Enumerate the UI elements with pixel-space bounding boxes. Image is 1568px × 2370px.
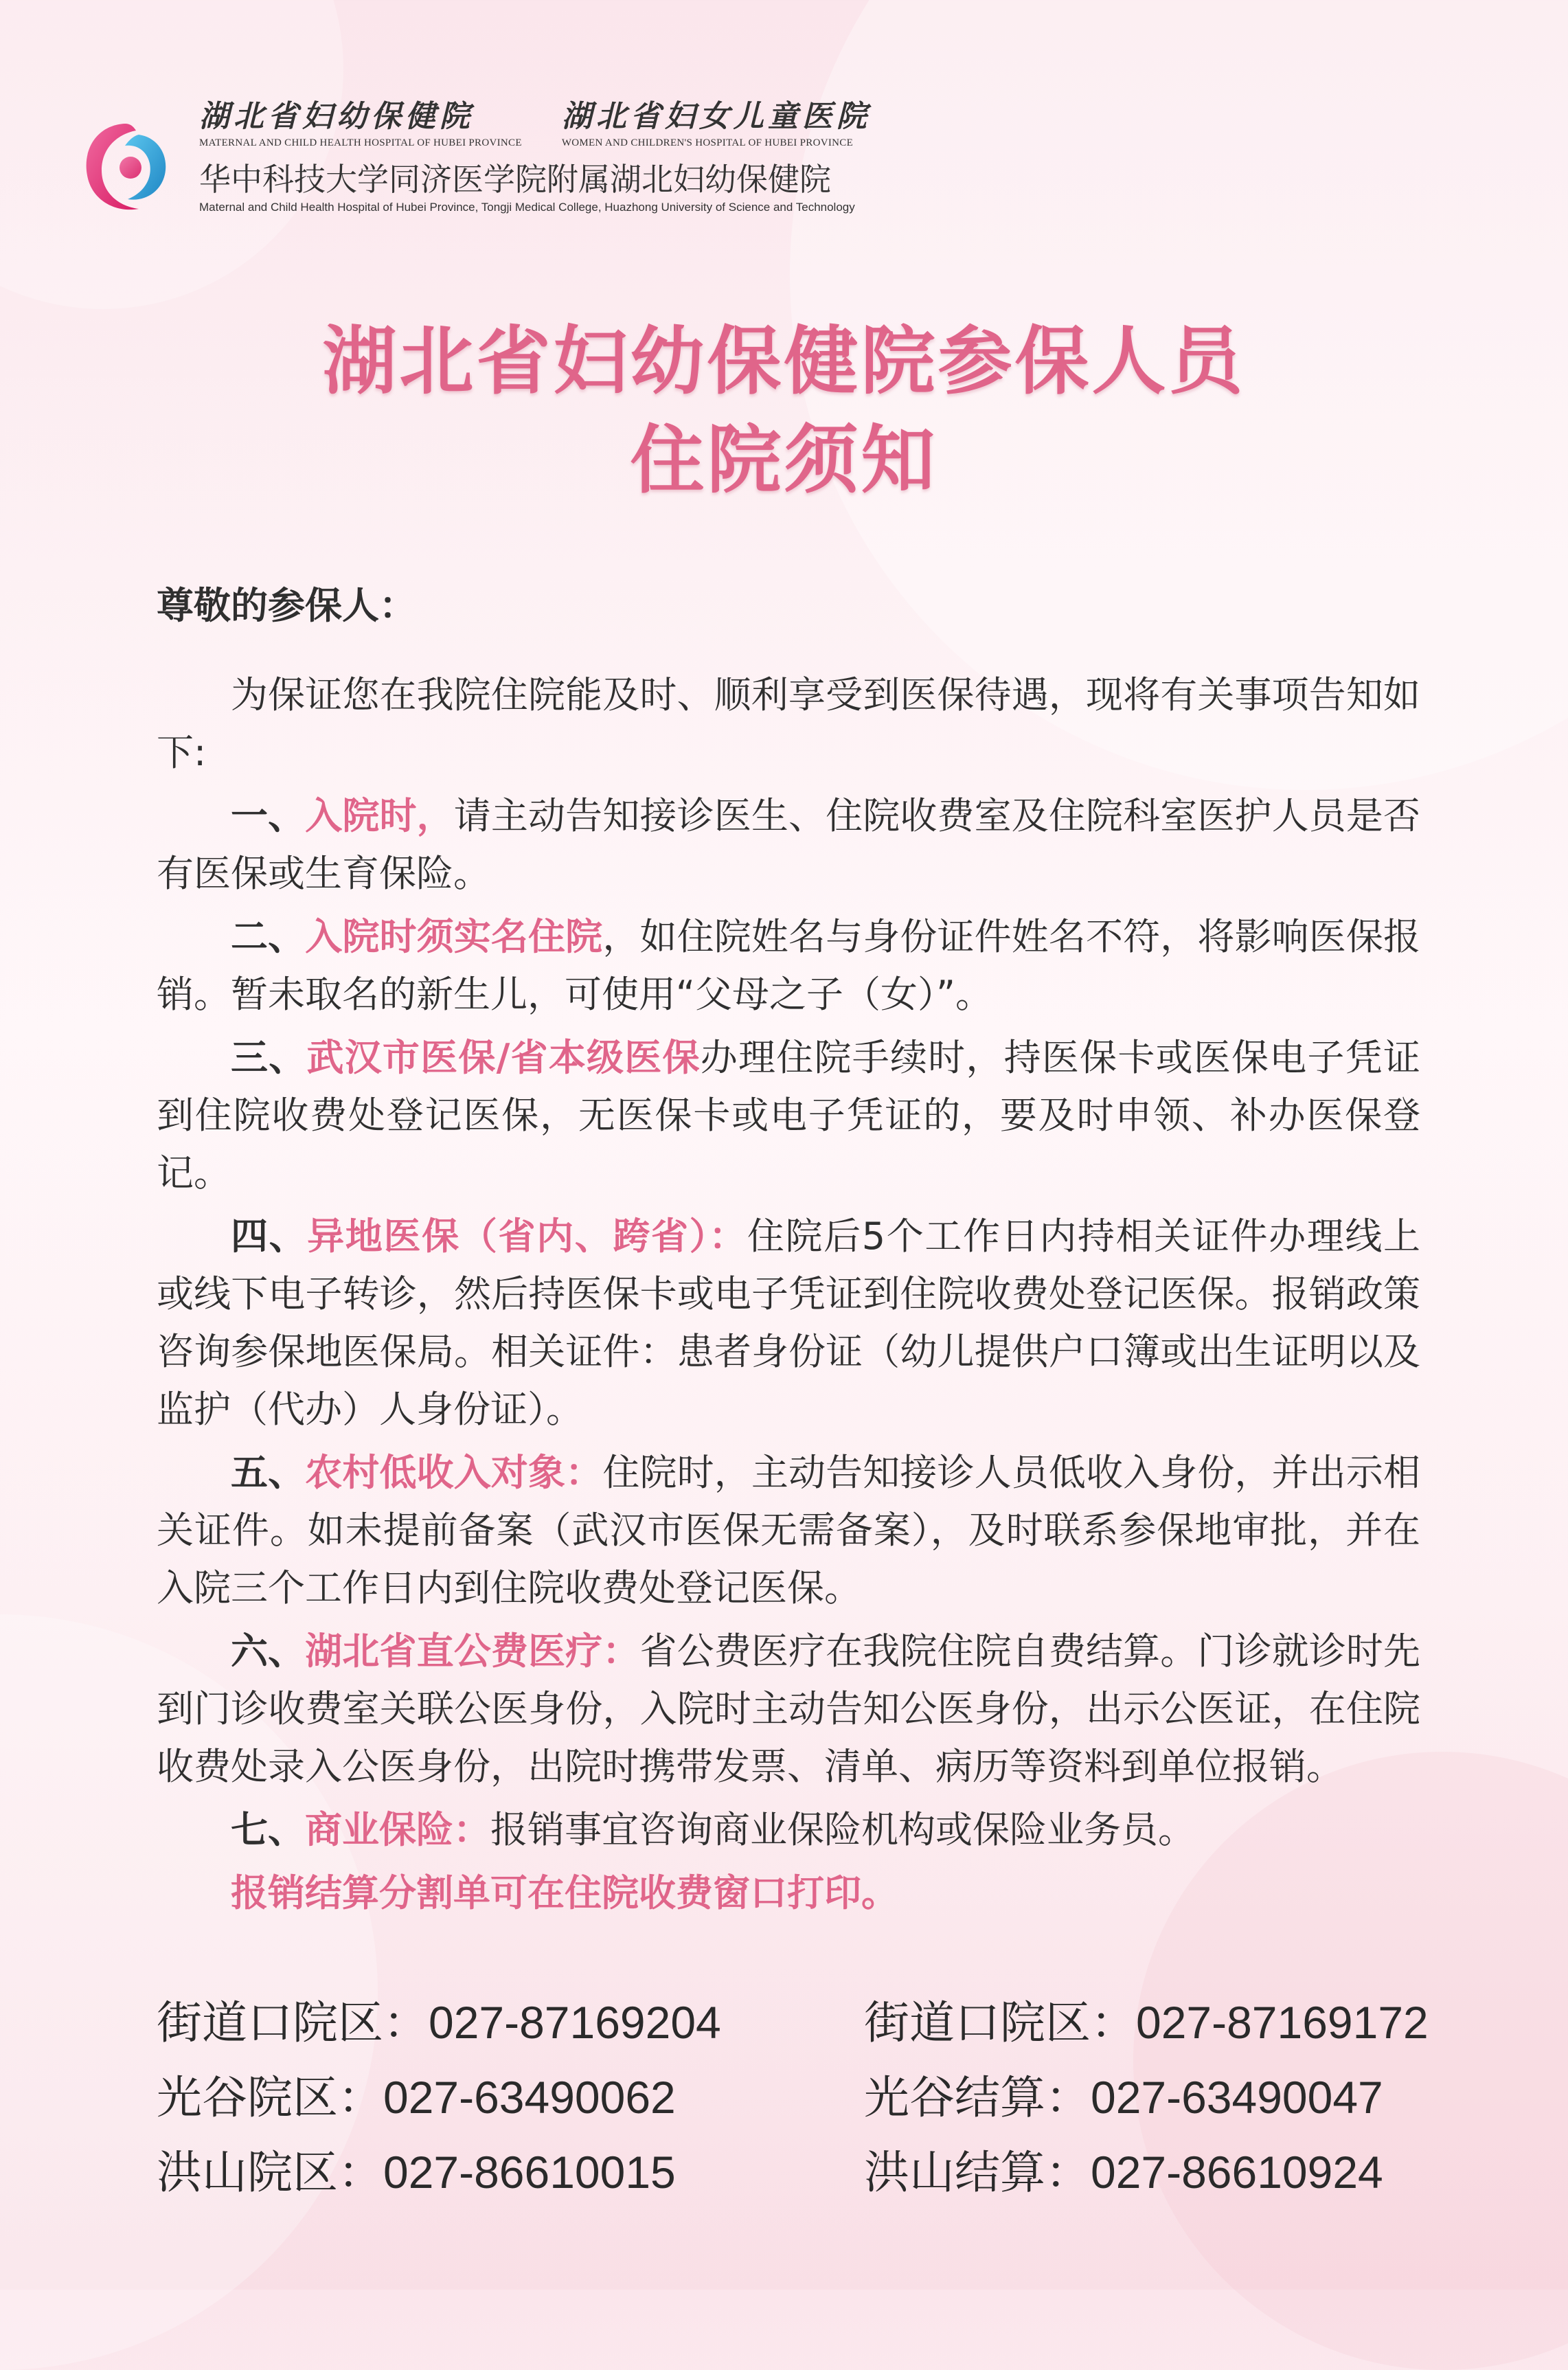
hospital-name-1 bbox=[199, 98, 522, 150]
contact-phone: 027-86610924 bbox=[1091, 2147, 1383, 2198]
contact-phone: 027-63490062 bbox=[383, 2072, 676, 2123]
page-title-line2: 住院须知 bbox=[630, 418, 938, 504]
item-text: 省公费医疗在我院住院自费结算。门诊就诊时先到门诊收费室关联公医身份，入院时主动告知公医身份，出示公医证，在住院收费处录入公医身份，出院时携带发票、清单、病历等资料到单位报销。 bbox=[157, 1629, 1421, 1788]
contact-label: 街道口院区： bbox=[864, 1996, 1136, 2049]
hospital-header bbox=[76, 89, 968, 227]
hospital-name-2-en: WOMEN AND CHILDREN'S HOSPITAL OF HUBEI PROVINCE bbox=[561, 137, 854, 148]
contact-phone: 027-63490047 bbox=[1091, 2072, 1383, 2123]
hospital-logo-icon bbox=[76, 110, 179, 220]
contact-label: 洪山院区： bbox=[157, 2146, 383, 2199]
item-text: 住院后5个工作日内持相关证件办理线上或线下电子转诊，然后持医保卡或电子凭证到住院收费处登记医保。报销政策咨询参保地医保局。相关证件：患者身份证（幼儿提供户口簿或出生证明以及监护（代办）人身份证）。 bbox=[157, 1215, 1421, 1431]
contact-label: 光谷结算： bbox=[864, 2071, 1091, 2124]
item-number: 二、 bbox=[231, 915, 306, 958]
hospital-name-2-cn: 湖北省妇女儿童医院 bbox=[561, 99, 871, 134]
item-text: 请主动告知接诊医生、住院收费室及住院科室医护人员是否有医保或生育保险。 bbox=[157, 794, 1421, 895]
affiliation-cn: 华中科技大学同济医学院附属湖北妇幼保健院 bbox=[199, 161, 831, 198]
hospital-name-2 bbox=[562, 98, 871, 150]
contact-right bbox=[864, 2135, 1455, 2210]
greeting: 尊敬的参保人： bbox=[157, 584, 416, 627]
notice-item-3 bbox=[157, 1029, 1420, 1202]
contact-left bbox=[157, 2135, 864, 2210]
contact-list bbox=[157, 1985, 1462, 2210]
item-number: 六、 bbox=[231, 1629, 306, 1673]
hospital-name-1-cn: 湖北省妇幼保健院 bbox=[199, 99, 474, 134]
contact-phone: 027-87169172 bbox=[1136, 1997, 1429, 2048]
notice-item-1 bbox=[157, 787, 1420, 903]
item-text: 住院时，主动告知接诊人员低收入身份，并出示相关证件。如未提前备案（武汉市医保无需备案），及时联系参保地审批，并在入院三个工作日内到住院收费处登记医保。 bbox=[157, 1451, 1421, 1610]
notice-item-6 bbox=[157, 1623, 1420, 1796]
notice-item-7 bbox=[157, 1801, 1420, 1859]
hospital-name-1-en: MATERNAL AND CHILD HEALTH HOSPITAL OF HUBEI PROVINCE bbox=[199, 137, 522, 148]
contact-left bbox=[157, 2060, 864, 2135]
notice-body bbox=[157, 577, 1420, 1959]
notice-item-4 bbox=[157, 1208, 1420, 1438]
item-number: 五、 bbox=[231, 1451, 306, 1494]
contact-label: 街道口院区： bbox=[157, 1996, 429, 2049]
item-text: 报销事宜咨询商业保险机构或保险业务员。 bbox=[490, 1808, 1195, 1851]
item-highlight: 商业保险： bbox=[305, 1808, 490, 1851]
contact-row bbox=[157, 2135, 1462, 2210]
item-highlight: 湖北省直公费医疗： bbox=[305, 1629, 640, 1673]
notice-item-5 bbox=[157, 1444, 1420, 1617]
item-number: 四、 bbox=[231, 1215, 308, 1258]
page-title-line1: 湖北省妇幼保健院参保人员 bbox=[322, 319, 1246, 405]
contact-label: 光谷院区： bbox=[157, 2071, 383, 2124]
item-number: 三、 bbox=[231, 1036, 307, 1079]
contact-right bbox=[864, 1985, 1455, 2060]
item-number: 一、 bbox=[231, 794, 306, 837]
contact-right bbox=[864, 2060, 1455, 2135]
item-highlight: 农村低收入对象： bbox=[305, 1451, 603, 1494]
notice-item-2 bbox=[157, 908, 1420, 1024]
item-text: 办理住院手续时，持医保卡或医保电子凭证到住院收费处登记医保，无医保卡或电子凭证的，要及时申领、补办医保登记。 bbox=[157, 1036, 1420, 1195]
affiliation-en: Maternal and Child Health Hospital of Hubei Province, Tongji Medical College, Huazhong University of Science and Technology bbox=[199, 201, 855, 214]
item-highlight: 武汉市医保/省本级医保 bbox=[306, 1036, 701, 1079]
contact-row bbox=[157, 1985, 1462, 2060]
settlement-note: 报销结算分割单可在住院收费窗口打印。 bbox=[231, 1871, 898, 1915]
intro-paragraph: 为保证您在我院住院能及时、顺利享受到医保待遇，现将有关事项告知如下: bbox=[157, 673, 1420, 774]
contact-phone: 027-86610015 bbox=[383, 2147, 676, 2198]
contact-phone: 027-87169204 bbox=[429, 1997, 721, 2048]
contact-left bbox=[157, 1985, 864, 2060]
item-highlight: 异地医保（省内、跨省）： bbox=[307, 1215, 747, 1258]
contact-label: 洪山结算： bbox=[864, 2146, 1091, 2199]
item-text: ，如住院姓名与身份证件姓名不符，将影响医保报销。暂未取名的新生儿，可使用“父母之子（女）”。 bbox=[157, 915, 1421, 1016]
item-number: 七、 bbox=[231, 1808, 305, 1851]
item-highlight: 入院时须实名住院 bbox=[305, 915, 603, 958]
contact-row bbox=[157, 2060, 1462, 2135]
item-highlight: 入院时， bbox=[305, 794, 454, 837]
